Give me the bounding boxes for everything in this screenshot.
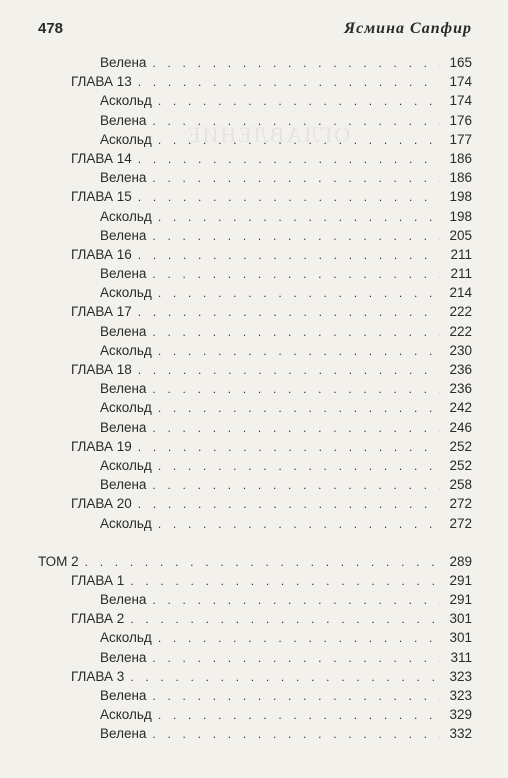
toc-entry: [0, 494, 472, 513]
toc-entry-title: ТОМ 2: [38, 553, 79, 569]
dot-leader: [158, 629, 440, 648]
toc-entry: [0, 207, 472, 226]
dot-leader: [152, 169, 440, 188]
toc-entry-page-number: 205: [449, 227, 472, 243]
toc-entry-page-number: 186: [449, 170, 472, 186]
toc-entry: [0, 571, 472, 590]
toc-entry: [0, 648, 472, 667]
toc-entry-title: Велена: [100, 381, 147, 397]
toc-entry-title: ГЛАВА 18: [71, 362, 132, 377]
toc-entry-page-number: 211: [450, 266, 472, 282]
toc-entry-page-number: 174: [449, 93, 472, 109]
toc-entry-title: Велена: [100, 688, 147, 703]
toc-entry: [0, 283, 472, 302]
toc-entry-page-number: 289: [449, 553, 472, 569]
toc-entry-page-number: 311: [450, 649, 472, 665]
toc-entry-page-number: 222: [449, 304, 472, 320]
dot-leader: [152, 54, 440, 73]
toc-entry: [0, 437, 472, 456]
toc-entry-title: Велена: [100, 419, 147, 435]
dot-leader: [158, 399, 440, 418]
dot-leader: [85, 553, 440, 572]
toc-entry-page-number: 291: [449, 572, 472, 588]
toc-entry: [0, 552, 472, 571]
toc-entry-page-number: 165: [449, 55, 472, 70]
toc-entry: [0, 590, 472, 609]
toc-entry-page-number: 272: [449, 515, 472, 531]
page-number: 478: [38, 20, 64, 37]
toc-entry-title: ГЛАВА 16: [71, 246, 132, 262]
table-of-contents: [0, 53, 508, 744]
toc-entry-title: ГЛАВА 15: [71, 189, 132, 205]
toc-entry-title: Велена: [100, 266, 147, 282]
dot-leader: [152, 323, 440, 342]
toc-entry: [0, 187, 472, 206]
dot-leader: [158, 342, 440, 361]
dot-leader: [152, 687, 440, 706]
toc-entry-page-number: 242: [449, 400, 472, 416]
toc-entry-title: Велена: [100, 592, 147, 608]
toc-entry: [0, 360, 472, 379]
toc-entry-page-number: 214: [449, 285, 472, 301]
dot-leader: [158, 92, 440, 111]
toc-entry-page-number: 323: [449, 688, 472, 703]
toc-entry: [0, 609, 472, 628]
toc-entry: [0, 168, 472, 187]
dot-leader: [152, 380, 440, 399]
toc-entry: [0, 705, 472, 724]
toc-entry-page-number: 198: [449, 208, 472, 224]
toc-entry-title: ГЛАВА 13: [71, 74, 132, 90]
dot-leader: [152, 227, 440, 246]
toc-entry: [0, 264, 472, 283]
toc-entry-page-number: 236: [449, 381, 472, 397]
toc-entry-page-number: 252: [449, 457, 472, 473]
toc-entry-page-number: 301: [449, 611, 472, 627]
toc-entry-title: Аскольд: [100, 342, 152, 358]
dot-leader: [138, 361, 440, 380]
toc-entry-title: ГЛАВА 2: [71, 611, 125, 627]
toc-entry-page-number: 258: [449, 477, 472, 493]
toc-entry-page-number: 323: [449, 668, 472, 684]
dot-leader: [130, 610, 440, 629]
dot-leader: [138, 150, 440, 169]
toc-entry-page-number: 291: [449, 592, 472, 608]
toc-entry-page-number: 198: [449, 189, 472, 205]
dot-leader: [138, 303, 440, 322]
toc-entry: [0, 111, 472, 130]
toc-entry-page-number: 222: [449, 323, 472, 339]
dot-leader: [138, 188, 440, 207]
dot-leader: [158, 284, 440, 303]
toc-entry-page-number: 177: [449, 131, 472, 147]
dot-leader: [152, 419, 440, 438]
toc-entry: [0, 72, 472, 91]
toc-entry-title: ГЛАВА 1: [71, 572, 125, 588]
toc-entry-page-number: 174: [449, 74, 472, 90]
toc-entry-page-number: 176: [449, 112, 472, 128]
dot-leader: [138, 73, 440, 92]
toc-entry-page-number: 230: [449, 342, 472, 358]
toc-entry-title: Велена: [100, 726, 147, 742]
toc-entry: [0, 418, 472, 437]
toc-entry-page-number: 211: [450, 246, 472, 262]
toc-entry: [0, 475, 472, 494]
toc-entry: [0, 456, 472, 475]
toc-entry: [0, 667, 472, 686]
toc-entry-title: Аскольд: [100, 515, 152, 531]
toc-entry-title: Велена: [100, 112, 147, 128]
toc-entry: [0, 628, 472, 647]
toc-entry: [0, 226, 472, 245]
dot-leader: [152, 649, 440, 668]
toc-entry-title: Велена: [100, 649, 147, 665]
toc-entry-page-number: 186: [449, 150, 472, 166]
toc-entry-title: Аскольд: [100, 131, 152, 147]
bleed-through-text: ОГЛАВЛЕНИЕ: [185, 122, 351, 147]
toc-entry-title: ГЛАВА 14: [71, 150, 132, 166]
toc-entry-title: Аскольд: [100, 630, 152, 646]
dot-leader: [130, 572, 440, 591]
dot-leader: [130, 668, 440, 687]
toc-entry-title: Аскольд: [100, 457, 152, 473]
toc-entry: [0, 341, 472, 360]
toc-entry-title: Аскольд: [100, 93, 152, 109]
running-header: [38, 20, 472, 42]
toc-entry: [0, 149, 472, 168]
toc-entry: [0, 245, 472, 264]
toc-entry-title: Велена: [100, 323, 147, 339]
toc-entry-title: ГЛАВА 3: [71, 668, 125, 684]
toc-entry-title: ГЛАВА 20: [71, 496, 132, 512]
dot-leader: [152, 476, 440, 495]
dot-leader: [158, 706, 440, 725]
toc-entry-title: ГЛАВА 17: [71, 304, 132, 320]
toc-entry: [0, 379, 472, 398]
toc-entry: [0, 724, 472, 743]
dot-leader: [152, 725, 440, 744]
toc-entry-title: Аскольд: [100, 208, 152, 224]
toc-entry-page-number: 329: [449, 707, 472, 723]
toc-entry-title: Велена: [100, 227, 147, 243]
toc-entry-title: Аскольд: [100, 285, 152, 301]
dot-leader: [152, 591, 440, 610]
toc-entry-page-number: 246: [449, 419, 472, 435]
toc-entry-title: Велена: [100, 170, 147, 186]
toc-entry-page-number: 236: [449, 362, 472, 377]
toc-entry-title: Аскольд: [100, 707, 152, 723]
toc-entry-page-number: 272: [449, 496, 472, 512]
dot-leader: [158, 208, 440, 227]
toc-entry: [0, 91, 472, 110]
toc-entry: [0, 130, 472, 149]
dot-leader: [138, 495, 440, 514]
dot-leader: [152, 112, 440, 131]
dot-leader: [138, 438, 440, 457]
toc-entry: [0, 302, 472, 321]
toc-entry: [0, 322, 472, 341]
toc-entry-title: ГЛАВА 19: [71, 438, 132, 454]
toc-entry-page-number: 332: [449, 726, 472, 742]
dot-leader: [152, 265, 440, 284]
toc-entry: [0, 398, 472, 417]
toc-entry-title: Велена: [100, 477, 147, 493]
toc-entry-title: Велена: [100, 55, 147, 70]
dot-leader: [158, 515, 440, 534]
toc-entry-page-number: 301: [449, 630, 472, 646]
dot-leader: [138, 246, 440, 265]
author-name: Ясмина Сапфир: [344, 20, 472, 37]
toc-entry-page-number: 252: [449, 438, 472, 454]
toc-entry-title: Аскольд: [100, 400, 152, 416]
toc-entry: [0, 514, 472, 533]
toc-entry: [0, 53, 472, 72]
toc-entry: [0, 686, 472, 705]
dot-leader: [158, 457, 440, 476]
dot-leader: [158, 131, 440, 150]
